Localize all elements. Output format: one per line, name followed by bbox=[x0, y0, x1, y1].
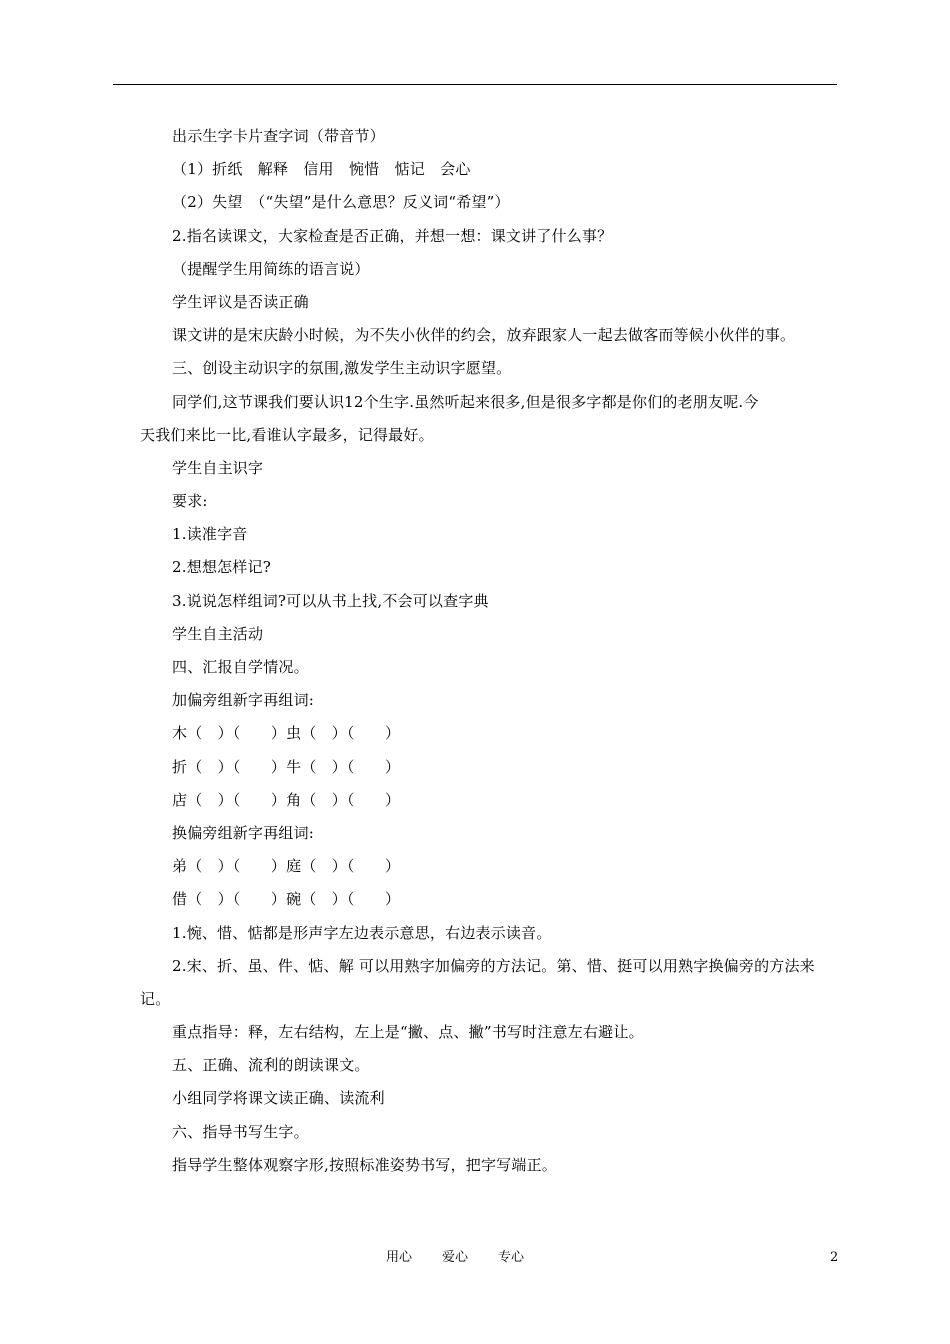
text-line: 课文讲的是宋庆龄小时候，为不失小伙伴的约会，放弃跟家人一起去做客而等候小伙伴的事。 bbox=[172, 326, 796, 345]
text-line: （2）失望 （“失望”是什么意思？反义词“希望”） bbox=[172, 193, 510, 212]
header-rule bbox=[113, 84, 837, 85]
text-line: 同学们,这节课我们要认识12个生字.虽然听起来很多,但是很多字都是你们的老朋友呢.今 bbox=[172, 392, 759, 411]
text-line: （1）折纸 解释 信用 惋惜 惦记 会心 bbox=[172, 160, 471, 179]
text-line: 小组同学将课文读正确、读流利 bbox=[172, 1089, 385, 1108]
document-body bbox=[140, 120, 850, 1182]
list-item: 2.想想怎样记? bbox=[172, 558, 271, 577]
text-line: 2.指名读课文，大家检查是否正确，并想一想：课文讲了什么事？ bbox=[172, 226, 613, 245]
text-line: 指导学生整体观察字形,按照标准姿势书写，把字写端正。 bbox=[172, 1155, 557, 1174]
footer-motto-1: 用心 bbox=[386, 1250, 413, 1265]
exercise-row: 木（ ）（ ）虫（ ）（ ） bbox=[172, 724, 401, 743]
list-item: 3.说说怎样组词?可以从书上找,不会可以查字典 bbox=[172, 591, 489, 610]
text-line: （提醒学生用简练的语言说） bbox=[172, 259, 370, 278]
text-line: 重点指导：释，左右结构，左上是“撇、点、撇”书写时注意左右避让。 bbox=[172, 1023, 644, 1042]
text-line-continuation: 记。 bbox=[140, 989, 171, 1008]
exercise-row: 店（ ）（ ）角（ ）（ ） bbox=[172, 790, 401, 809]
text-line: 学生评议是否读正确 bbox=[172, 292, 309, 311]
section-heading: 三、创设主动识字的氛围,激发学生主动识字愿望。 bbox=[172, 359, 512, 378]
list-item: 1.读准字音 bbox=[172, 525, 248, 544]
exercise-row: 弟（ ）（ ）庭（ ）（ ） bbox=[172, 857, 401, 876]
text-line: 学生自主活动 bbox=[172, 624, 264, 643]
list-item: 1.惋、惜、惦都是形声字左边表示意思，右边表示读音。 bbox=[172, 923, 552, 942]
footer-motto-2: 爱心 bbox=[442, 1250, 469, 1265]
text-line: 加偏旁组新字再组词: bbox=[172, 691, 315, 710]
text-line-continuation: 天我们来比一比,看谁认字最多，记得最好。 bbox=[140, 425, 434, 444]
section-heading: 五、正确、流利的朗读课文。 bbox=[172, 1056, 370, 1075]
section-heading: 六、指导书写生字。 bbox=[172, 1122, 309, 1141]
footer-motto bbox=[386, 1246, 524, 1270]
exercise-row: 借（ ）（ ）碗（ ）（ ） bbox=[172, 890, 401, 909]
text-line: 学生自主识字 bbox=[172, 458, 264, 477]
page-footer bbox=[0, 1246, 950, 1270]
text-line: 要求: bbox=[172, 492, 208, 511]
text-line: 出示生字卡片查字词（带音节） bbox=[172, 127, 385, 145]
exercise-row: 折（ ）（ ）牛（ ）（ ） bbox=[172, 757, 401, 776]
list-item: 2.宋、折、虽、件、惦、解 可以用熟字加偏旁的方法记。第、惜、挺可以用熟字换偏旁的方法来 bbox=[172, 956, 815, 975]
text-line: 换偏旁组新字再组词: bbox=[172, 823, 315, 842]
section-heading: 四、汇报自学情况。 bbox=[172, 658, 309, 676]
page-number: 2 bbox=[830, 1250, 839, 1265]
footer-motto-3: 专心 bbox=[498, 1250, 525, 1265]
